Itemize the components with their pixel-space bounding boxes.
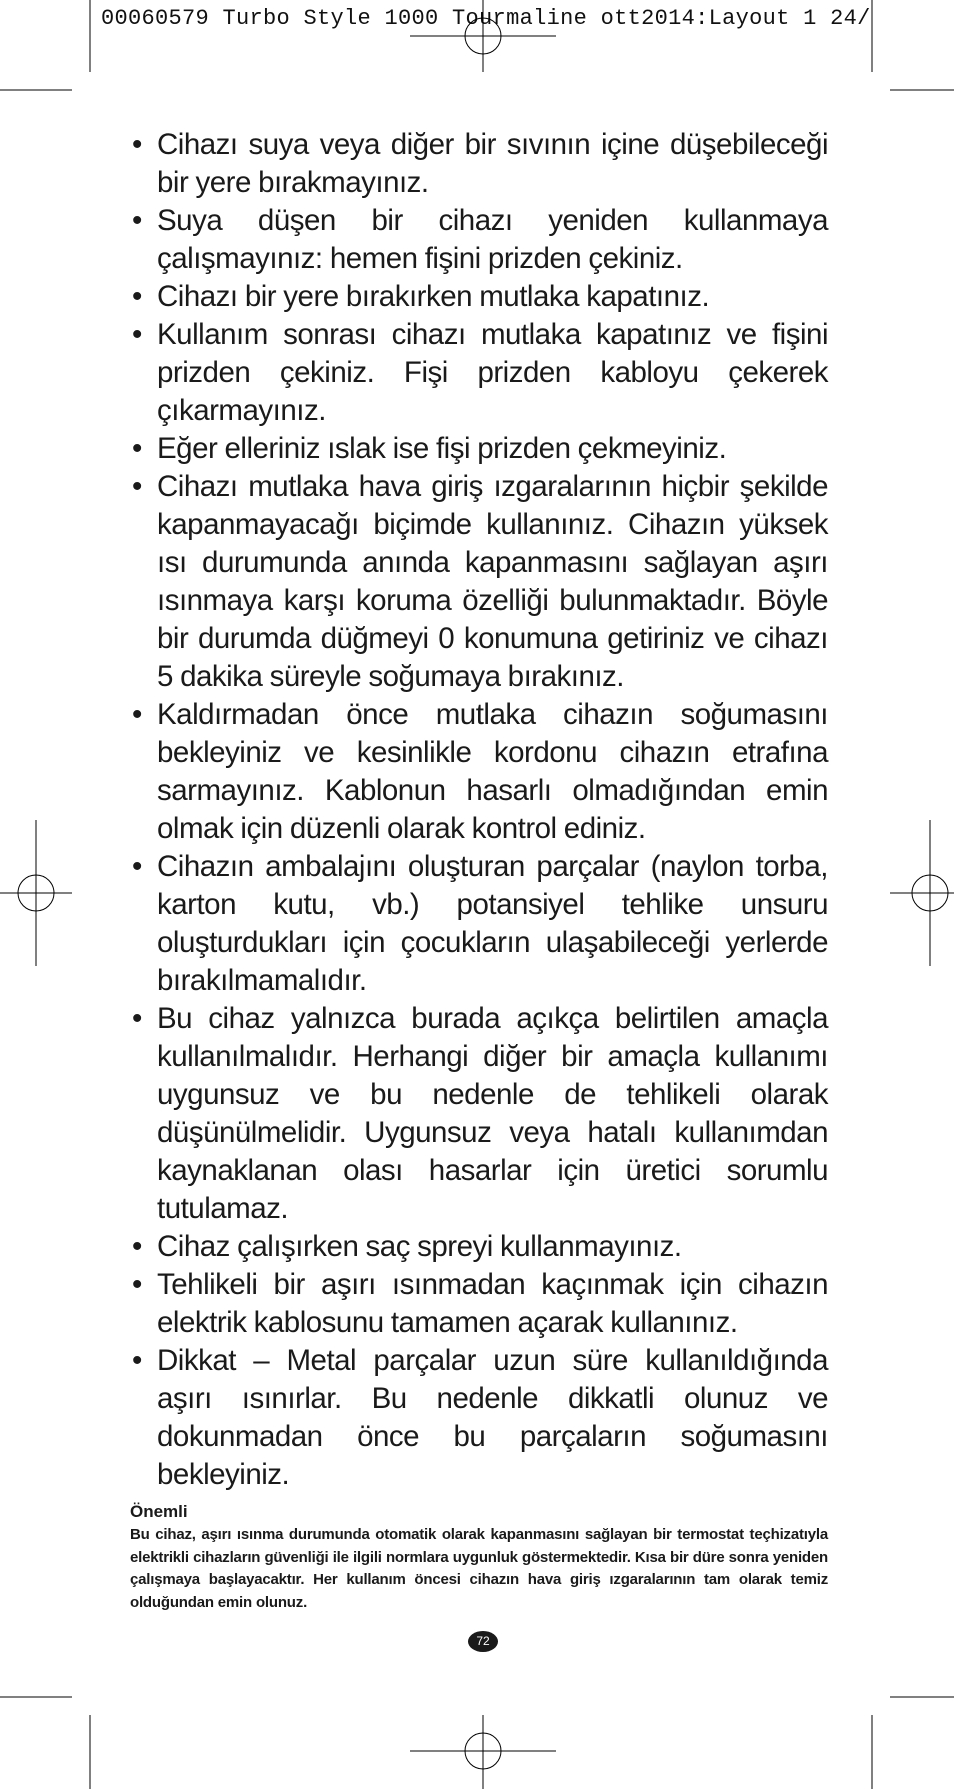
list-item	[130, 316, 828, 430]
list-item	[130, 696, 828, 848]
registration-mark-left	[0, 820, 72, 966]
list-item-text: Cihazı bir yere bırakırken mutlaka kapatınız.	[157, 280, 710, 313]
safety-instructions-list	[130, 126, 828, 1494]
note-body: Bu cihaz, aşırı ısınma durumunda otomatik olarak kapanmasını sağlayan bir termostat teçhizatıyla elektrikli cihazların güvenliği ile ilgili normlara uygunluk göstermektedir. Kısa bir düre sonra yeniden çalışmaya başlayacaktır. Her kullanım öncesi cihazın hava giriş ızgaralarının tam olarak temiz olduğundan emin olunuz.	[130, 1526, 828, 1611]
list-item-text: Cihazı mutlaka hava giriş ızgaralarının hiçbir şekilde kapanmayacağı biçimde kullanınız. Cihazın yüksek ısı durumunda anında kapanmasını sağlayan aşırı ısınmaya karşı koruma özelliği bulunmaktadır. Böyle bir durumda düğmeyi 0 konumuna getiriniz ve cihazı 5 dakika süreyle soğumaya bırakınız.	[157, 470, 828, 693]
print-slug: 00060579 Turbo Style 1000 Tourmaline ott2014:Layout 1 24/	[101, 6, 871, 31]
list-item-text: Tehlikeli bir aşırı ısınmadan kaçınmak için cihazın elektrik kablosunu tamamen açarak kullanınız.	[157, 1268, 828, 1339]
bullet-icon: •	[132, 1230, 142, 1263]
bullet-icon: •	[132, 280, 142, 313]
bullet-icon: •	[132, 318, 142, 351]
list-item-text: Eğer elleriniz ıslak ise fişi prizden çekmeyiniz.	[157, 432, 727, 465]
bullet-icon: •	[132, 128, 142, 161]
bullet-icon: •	[132, 204, 142, 237]
note-title: Önemli	[130, 1502, 188, 1521]
list-item-text: Cihazı suya veya diğer bir sıvının içine düşebileceği bir yere bırakmayınız.	[157, 128, 828, 199]
bullet-icon: •	[132, 470, 142, 503]
list-item	[130, 1342, 828, 1494]
bullet-icon: •	[132, 698, 142, 731]
list-item	[130, 1000, 828, 1228]
list-item	[130, 1266, 828, 1342]
bullet-icon: •	[132, 1344, 142, 1377]
list-item	[130, 848, 828, 1000]
important-note	[130, 1500, 828, 1614]
list-item-text: Kaldırmadan önce mutlaka cihazın soğumasını bekleyiniz ve kesinlikle kordonu cihazın etrafına sarmayınız. Kablonun hasarlı olmadığından emin olmak için düzenli olarak kontrol ediniz.	[157, 698, 828, 845]
list-item-text: Cihaz çalışırken saç spreyi kullanmayınız.	[157, 1230, 682, 1263]
registration-mark-right	[890, 820, 954, 966]
list-item	[130, 278, 828, 316]
list-item-text: Bu cihaz yalnızca burada açıkça belirtilen amaçla kullanılmalıdır. Herhangi diğer bir amaçla kullanımı uygunsuz ve bu nedenle de tehlikeli olarak düşünülmelidir. Uygunsuz veya hatalı kullanımdan kaynaklanan olası hasarlar için üretici sorumlu tutulamaz.	[157, 1002, 828, 1225]
list-item	[130, 126, 828, 202]
bullet-icon: •	[132, 850, 142, 883]
bullet-icon: •	[132, 1002, 142, 1035]
main-content	[130, 126, 828, 1614]
list-item-text: Cihazın ambalajını oluşturan parçalar (naylon torba, karton kutu, vb.) potansiyel tehlike unsuru oluşturdukları için çocukların ulaşabileceği yerlerde bırakılmamalıdır.	[157, 850, 828, 997]
page-number-badge: 72	[468, 1631, 498, 1652]
registration-mark-bottom	[410, 1715, 556, 1789]
list-item-text: Kullanım sonrası cihazı mutlaka kapatınız ve fişini prizden çekiniz. Fişi prizden kabloyu çekerek çıkarmayınız.	[157, 318, 828, 427]
list-item-text: Suya düşen bir cihazı yeniden kullanmaya çalışmayınız: hemen fişini prizden çekiniz.	[157, 204, 828, 275]
list-item-text: Dikkat – Metal parçalar uzun süre kullanıldığında aşırı ısınırlar. Bu nedenle dikkatli olunuz ve dokunmadan önce bu parçaların soğumasını bekleyiniz.	[157, 1344, 828, 1491]
bullet-icon: •	[132, 1268, 142, 1301]
list-item	[130, 468, 828, 696]
list-item	[130, 202, 828, 278]
bullet-icon: •	[132, 432, 142, 465]
list-item	[130, 430, 828, 468]
list-item	[130, 1228, 828, 1266]
